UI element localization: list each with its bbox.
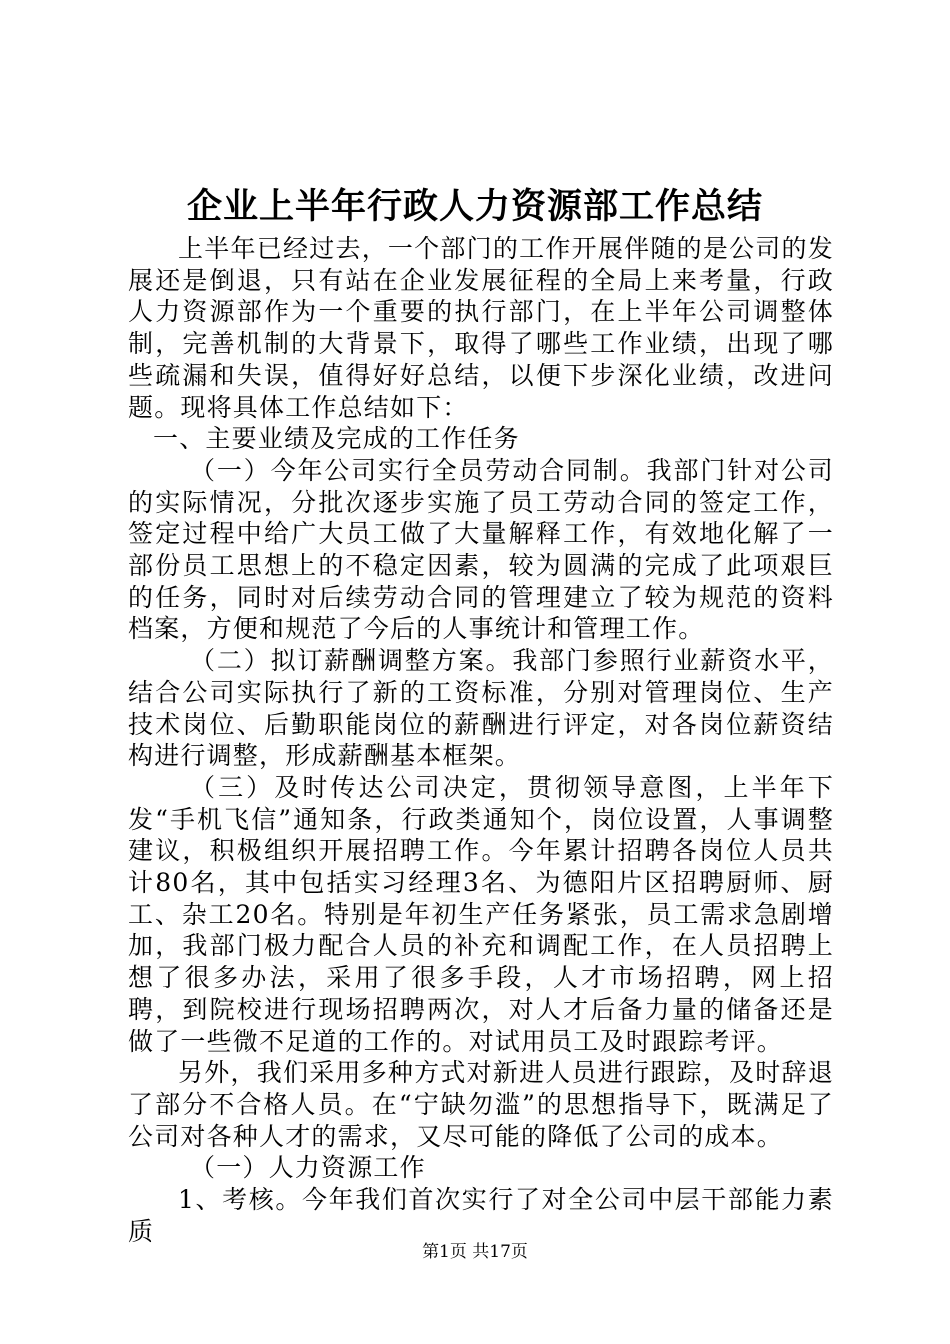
paragraph-salary-adjustment: （二）拟订薪酬调整方案。我部门参照行业薪资水平，结合公司实际执行了新的工资标准，分别对管理岗位、生产技术岗位、后勤职能岗位的薪酬进行评定，对各岗位薪资结构进行调整，形成薪酬基本框架。 (128, 646, 834, 771)
document-body (128, 233, 834, 1248)
document-title: 企业上半年行政人力资源部工作总结 (186, 186, 763, 227)
paragraph-assessment: 1、考核。今年我们首次实行了对全公司中层干部能力素质 (128, 1185, 834, 1246)
paragraph-recruitment: （三）及时传达公司决定，贯彻领导意图，上半年下发“手机飞信”通知条，行政类通知个，岗位设置，人事调整建议，积极组织开展招聘工作。今年累计招聘各岗位人员共计80名，其中包括实习经理3名、为德阳片区招聘厨师、厨工、杂工20名。特别是年初生产任务紧张，员工需求急剧增加，我部门极力配合人员的补充和调配工作，在人员招聘上想了很多办法，采用了很多手段，人才市场招聘，网上招聘，到院校进行现场招聘两次，对人才后备力量的储备还是做了一些微不足道的工作的。对试用员工及时跟踪考评。 (128, 772, 834, 1056)
page-number-footer: 第1页 共17页 (422, 1242, 528, 1262)
paragraph-followup: 另外，我们采用多种方式对新进人员进行跟踪，及时辞退了部分不合格人员。在“宁缺勿滥”的思想指导下，既满足了公司对各种人才的需求，又尽可能的降低了公司的成本。 (128, 1058, 834, 1151)
intro-paragraph: 上半年已经过去，一个部门的工作开展伴随的是公司的发展还是倒退，只有站在企业发展征程的全局上来考量，行政人力资源部作为一个重要的执行部门，在上半年公司调整体制，完善机制的大背景下，取得了哪些工作业绩，出现了哪些疏漏和失误，值得好好总结，以便下步深化业绩，改进问题。现将具体工作总结如下： (128, 234, 834, 422)
paragraph-labor-contract: （一）今年公司实行全员劳动合同制。我部门针对公司的实际情况，分批次逐步实施了员工劳动合同的签定工作，签定过程中给广大员工做了大量解释工作，有效地化解了一部份员工思想上的不稳定因素，较为圆满的完成了此项艰巨的任务，同时对后续劳动合同的管理建立了较为规范的资料档案，方便和规范了今后的人事统计和管理工作。 (128, 455, 834, 644)
subsection-heading-hr-work: （一）人力资源工作 (190, 1153, 426, 1183)
section-heading-main-achievements: 一、主要业绩及完成的工作任务 (153, 424, 520, 454)
